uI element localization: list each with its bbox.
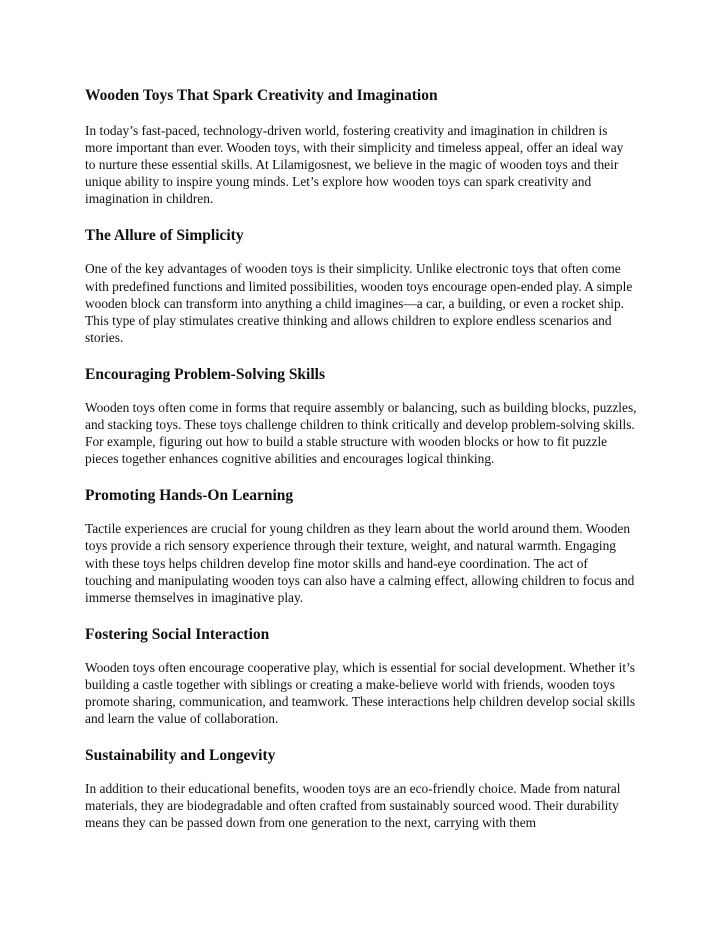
section-heading-sustainability: Sustainability and Longevity <box>85 747 276 765</box>
section-body-sustainability: In addition to their educational benefits, wooden toys are an eco-friendly choice. Made from natural materials, they are biodegradable and often crafted from sustainably sourced wood. Their durability means they can be passed down from one generation to the next, carrying with them <box>85 781 621 831</box>
intro-paragraph: In today’s fast-paced, technology-driven world, fostering creativity and imagination in children is more important than ever. Wooden toys, with their simplicity and timeless appeal, offer an ideal way to nurture these essential skills. At Lilamigosnest, we believe in the magic of wooden toys and their unique ability to inspire young minds. Let’s explore how wooden toys can spark creativity and imagination in children. <box>85 123 624 207</box>
section-heading-problem-solving: Encouraging Problem-Solving Skills <box>85 365 326 383</box>
section-heading-hands-on-learning: Promoting Hands-On Learning <box>85 487 294 505</box>
section-body-problem-solving: Wooden toys often come in forms that require assembly or balancing, such as building blocks, puzzles, and stacking toys. These toys challenge children to think critically and develop problem-solving skills. For example, figuring out how to build a stable structure with wooden blocks or how to fit puzzle pieces together enhances cognitive abilities and encourages logical thinking. <box>85 399 637 467</box>
section-body-social-interaction: Wooden toys often encourage cooperative play, which is essential for social development. Whether it’s building a castle together with siblings or creating a make-believe world with friends, wooden toys promote sharing, communication, and teamwork. These interactions help children develop social skills and learn the value of collaboration. <box>85 659 636 727</box>
document-title: Wooden Toys That Spark Creativity and Imagination <box>85 87 438 104</box>
section-heading-social-interaction: Fostering Social Interaction <box>85 625 270 643</box>
section-body-hands-on-learning: Tactile experiences are crucial for young children as they learn about the world around them. Wooden toys provide a rich sensory experience through their texture, weight, and natural warmth. Engaging with these toys helps children develop fine motor skills and hand-eye coordination. The act of touching and manipulating wooden toys can also have a calming effect, allowing children to focus and immerse themselves in imaginative play. <box>85 521 635 605</box>
section-heading-allure-of-simplicity: The Allure of Simplicity <box>85 227 244 245</box>
section-body-allure-of-simplicity: One of the key advantages of wooden toys is their simplicity. Unlike electronic toys that often come with predefined functions and limited possibilities, wooden toys encourage open-ended play. A simple wooden block can transform into anything a child imagines—a car, a building, or even a rocket ship. This type of play stimulates creative thinking and allows children to explore endless scenarios and stories. <box>85 261 633 345</box>
document-page <box>85 86 637 850</box>
